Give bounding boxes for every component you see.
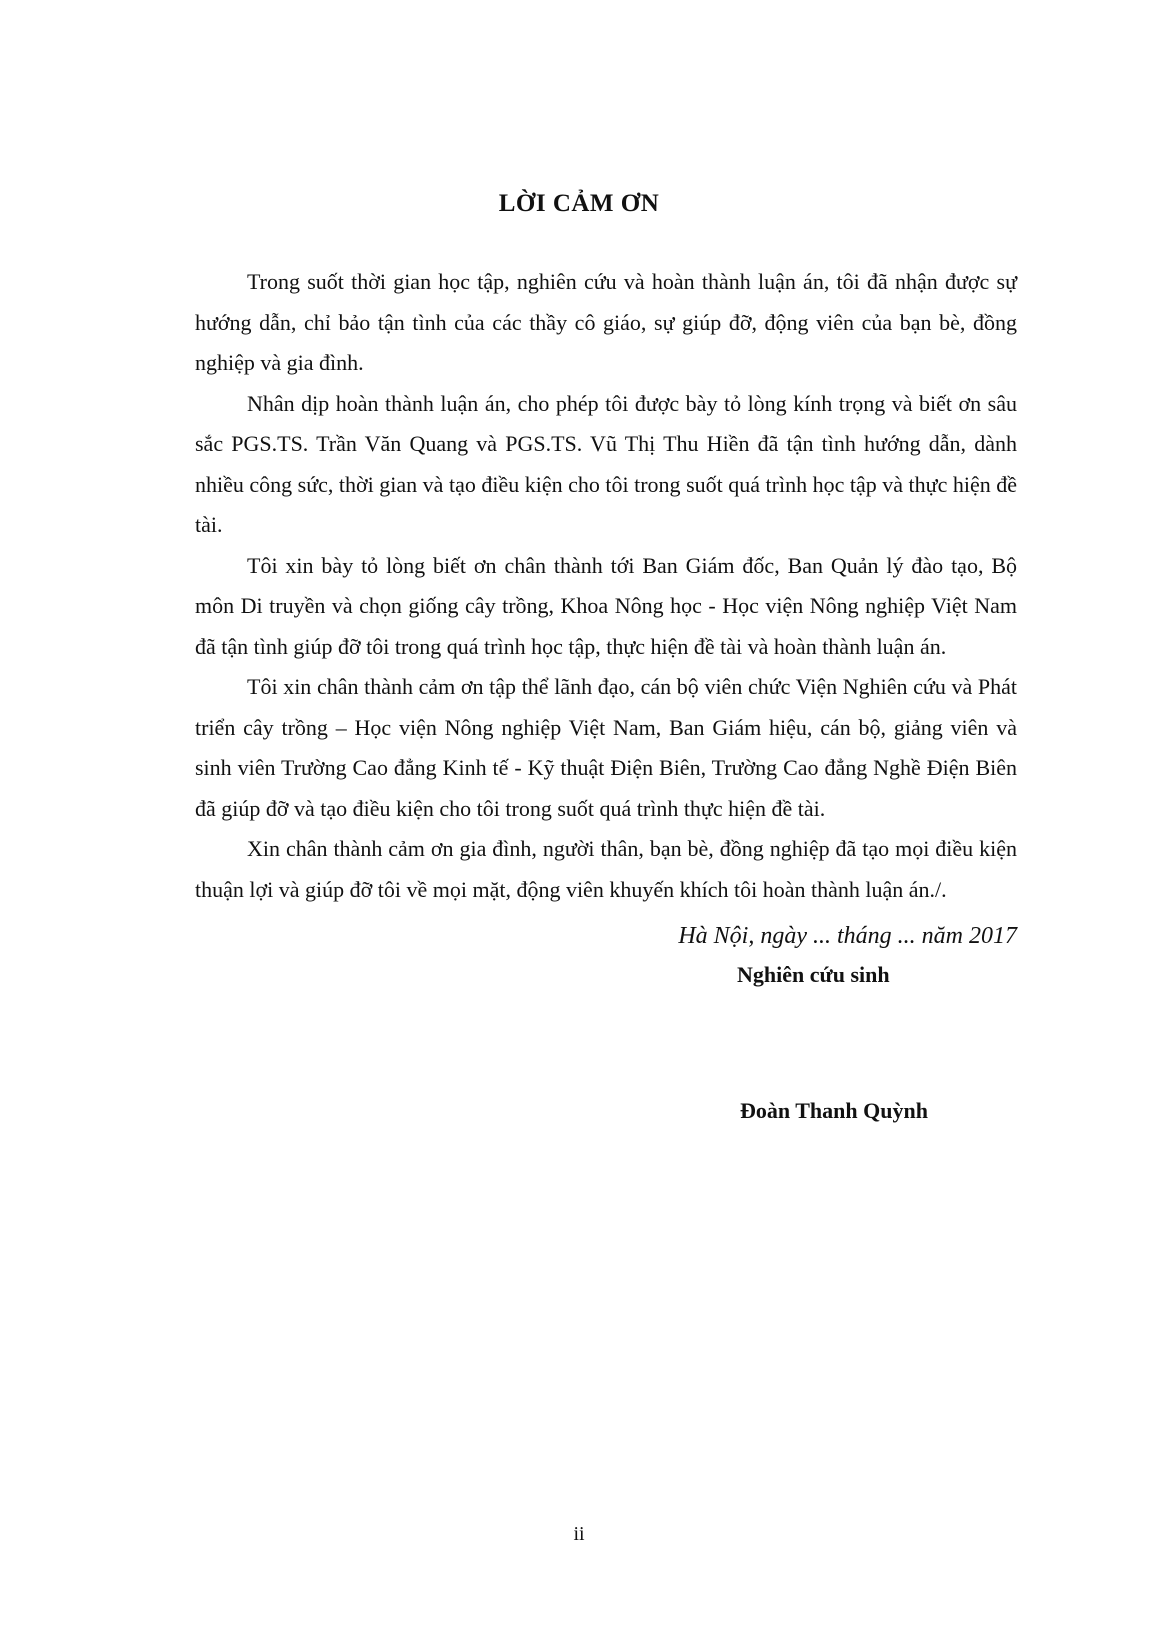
acknowledgement-body <box>195 262 1017 910</box>
page-title: LỜI CẢM ƠN <box>498 190 660 217</box>
signature-block <box>560 916 1020 1123</box>
paragraph-4: Tôi xin chân thành cảm ơn tập thể lãnh đạo, cán bộ viên chức Viện Nghiên cứu và Phát triển cây trồng – Học viện Nông nghiệp Việt Nam, Ban Giám hiệu, cán bộ, giảng viên và sinh viên Trường Cao đẳng Kinh tế - Kỹ thuật Điện Biên, Trường Cao đẳng Nghề Điện Biên đã giúp đỡ và tạo điều kiện cho tôi trong suốt quá trình thực hiện đề tài. <box>195 674 1017 821</box>
page-number: ii <box>573 1523 585 1545</box>
date-line: Hà Nội, ngày ... tháng ... năm 2017 <box>678 923 1017 949</box>
paragraph-3: Tôi xin bày tỏ lòng biết ơn chân thành tới Ban Giám đốc, Ban Quản lý đào tạo, Bộ môn Di truyền và chọn giống cây trồng, Khoa Nông học - Học viện Nông nghiệp Việt Nam đã tận tình giúp đỡ tôi trong quá trình học tập, thực hiện đề tài và hoàn thành luận án. <box>195 552 1017 659</box>
paragraph-2: Nhân dịp hoàn thành luận án, cho phép tôi được bày tỏ lòng kính trọng và biết ơn sâu sắc PGS.TS. Trần Văn Quang và PGS.TS. Vũ Thị Thu Hiền đã tận tình hướng dẫn, dành nhiều công sức, thời gian và tạo điều kiện cho tôi trong suốt quá trình học tập và thực hiện đề tài. <box>195 390 1017 537</box>
signer-role: Nghiên cứu sinh <box>737 962 890 987</box>
paragraph-1: Trong suốt thời gian học tập, nghiên cứu và hoàn thành luận án, tôi đã nhận được sự hướng dẫn, chỉ bảo tận tình của các thầy cô giáo, sự giúp đỡ, động viên của bạn bè, đồng nghiệp và gia đình. <box>195 269 1017 375</box>
signer-name: Đoàn Thanh Quỳnh <box>740 1098 928 1123</box>
paragraph-5: Xin chân thành cảm ơn gia đình, người thân, bạn bè, đồng nghiệp đã tạo mọi điều kiện thuận lợi và giúp đỡ tôi về mọi mặt, động viên khuyến khích tôi hoàn thành luận án./. <box>195 836 1017 902</box>
